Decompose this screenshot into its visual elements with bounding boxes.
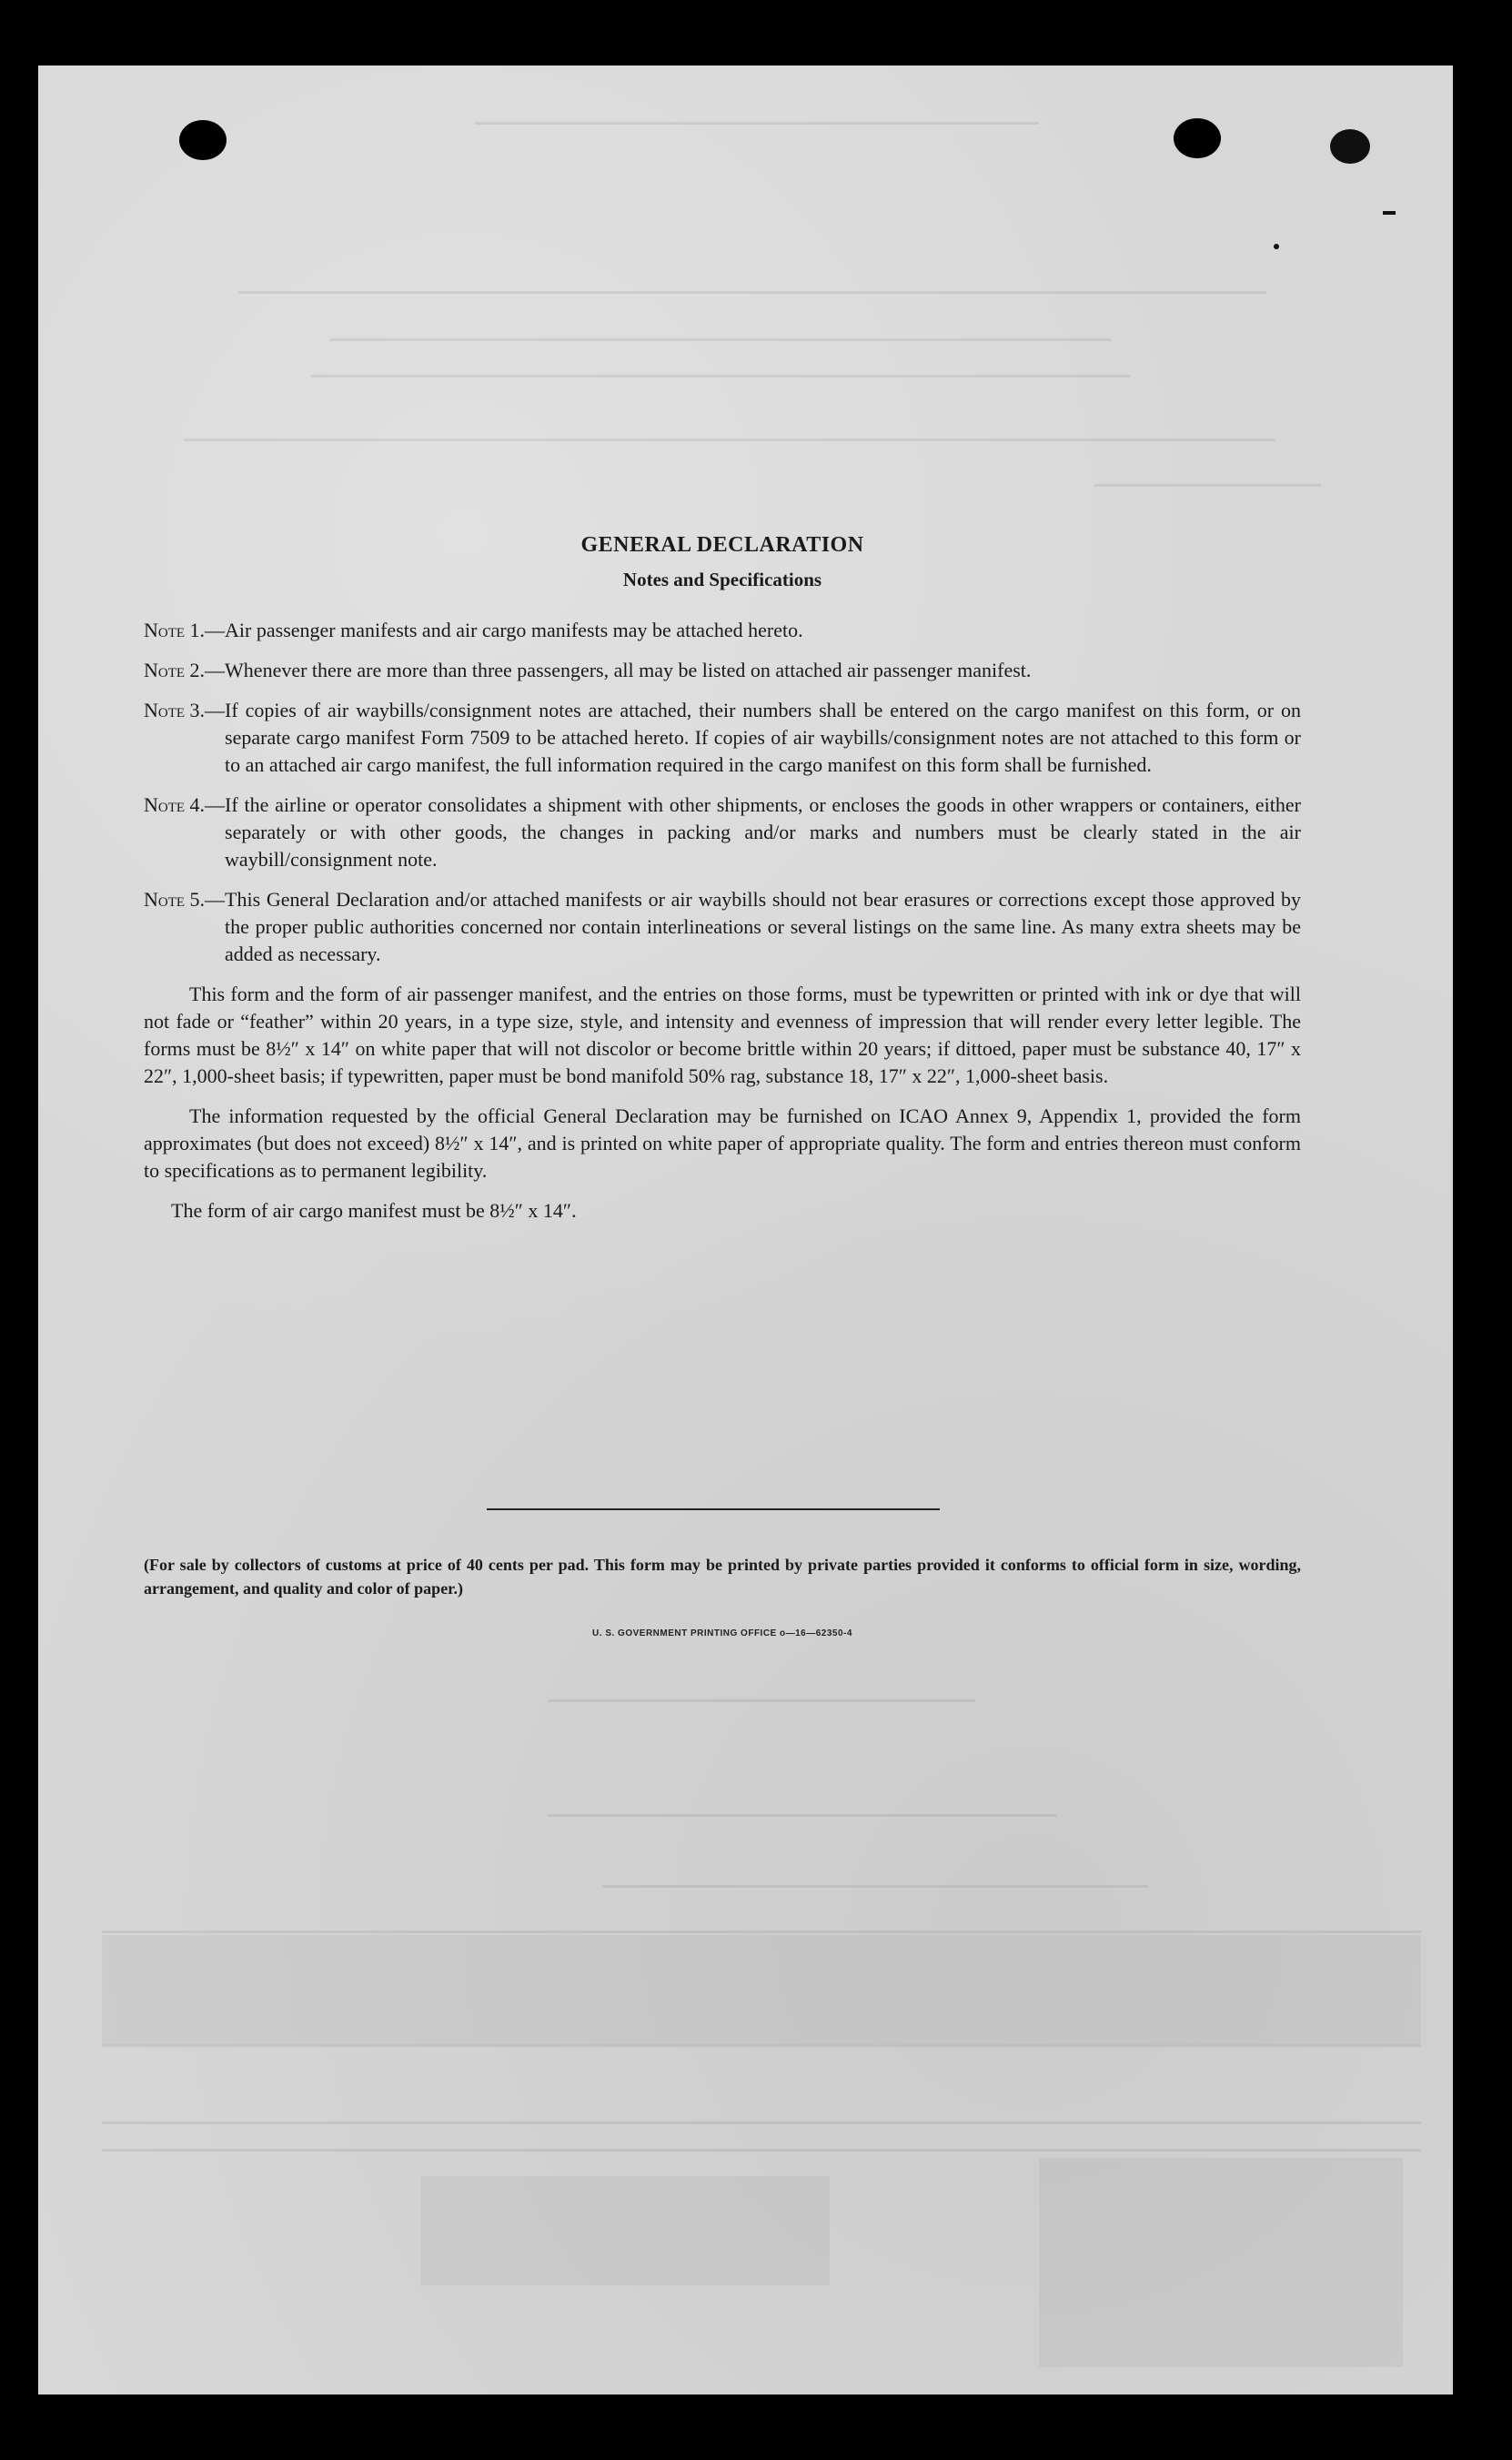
- note-label: Note 5.: [144, 888, 206, 911]
- bleed-through: [420, 2176, 830, 2285]
- printer-imprint: U. S. GOVERNMENT PRINTING OFFICE o—16—62350-4: [592, 1628, 852, 1638]
- note-5: [144, 886, 1301, 968]
- note-text: If copies of air waybills/consignment notes are attached, their numbers shall be entered on the cargo manifest on this form, or on separate cargo manifest Form 7509 to be attached hereto. If copies of air waybills/consignment notes are not attached to this form or to an attached air cargo manifest, the full information required in the cargo manifest on this form shall be furnished.: [225, 699, 1301, 776]
- bleed-through: [102, 1935, 1421, 2044]
- bleed-through: [102, 2044, 1421, 2047]
- note-4: [144, 791, 1301, 873]
- paragraph-icao: The information requested by the official General Declaration may be furnished on ICAO Annex 9, Appendix 1, provided the form approximates (but does not exceed) 8½″ x 14″, and is printed on white paper of appropriate quality. The form and entries thereon must conform to specifications as to permanent legibility.: [144, 1104, 1301, 1182]
- bleed-through: [102, 2122, 1421, 2124]
- note-dash: —: [205, 619, 226, 641]
- bleed-through: [102, 1931, 1421, 1933]
- bleed-through: [329, 338, 1112, 341]
- note-3: [144, 697, 1301, 779]
- punch-hole-left: [179, 120, 227, 160]
- note-text: Air passenger manifests and air cargo manifests may be attached hereto.: [225, 619, 803, 641]
- note-text: Whenever there are more than three passengers, all may be listed on attached air passenger manifest.: [225, 659, 1032, 681]
- note-label: Note 3.: [144, 699, 206, 721]
- note-text: This General Declaration and/or attached manifests or air waybills should not bear erasures or corrections except those approved by the proper public authorities concerned nor contain interlineations or several listings on the same line. As many extra sheets may be added as necessary.: [225, 888, 1301, 965]
- bleed-through: [548, 1699, 975, 1702]
- sale-notice: (For sale by collectors of customs at price of 40 cents per pad. This form may be printed by private parties provided it conforms to official form in size, wording, arrangement, and quality and color of paper.): [144, 1556, 1301, 1598]
- note-dash: —: [205, 659, 226, 681]
- document-subtitle: Notes and Specifications: [622, 569, 822, 590]
- cargo-size-note: The form of air cargo manifest must be 8½″ x 14″.: [171, 1199, 577, 1222]
- notes-list: [144, 617, 1301, 968]
- bleed-through: [102, 2149, 1421, 2152]
- punch-hole-right: [1174, 118, 1221, 158]
- note-1: [144, 617, 1301, 644]
- ink-mark: [1383, 211, 1396, 215]
- bleed-through: [602, 1885, 1148, 1888]
- note-2: [144, 657, 1301, 684]
- bleed-through: [311, 375, 1130, 378]
- bleed-through: [548, 1814, 1057, 1817]
- note-label: Note 1.: [144, 619, 206, 641]
- document-title: GENERAL DECLARATION: [580, 533, 864, 557]
- ink-dot: [1274, 244, 1279, 249]
- note-dash: —: [205, 793, 226, 816]
- bleed-through: [184, 439, 1275, 441]
- bleed-through: [238, 291, 1266, 294]
- paragraph-legibility: This form and the form of air passenger manifest, and the entries on those forms, must be typewritten or printed with ink or dye that will not fade or “feather” within 20 years, in a type size, style, and intensity and evenness of impression that will render every letter legible. The forms must be 8½″ x 14″ on white paper that will not discolor or become brittle within 20 years; if dittoed, paper must be substance 40, 17″ x 22″, 1,000-sheet basis; if typewritten, paper must be bond manifold 50% rag, substance 18, 17″ x 22″, 1,000-sheet basis.: [144, 983, 1301, 1087]
- bleed-through: [1039, 2158, 1403, 2367]
- note-label: Note 2.: [144, 659, 206, 681]
- divider-rule: [487, 1508, 940, 1510]
- note-label: Note 4.: [144, 793, 206, 816]
- note-dash: —: [205, 699, 226, 721]
- notes-content: [144, 464, 1301, 1237]
- note-dash: —: [205, 888, 226, 911]
- ink-speck: [1330, 129, 1370, 164]
- bleed-through: [475, 122, 1039, 125]
- note-text: If the airline or operator consolidates a shipment with other shipments, or encloses the goods in other wrappers or containers, either separately or with other goods, the changes in packing and/or marks and numbers must be clearly stated in the air waybill/consignment note.: [225, 793, 1301, 871]
